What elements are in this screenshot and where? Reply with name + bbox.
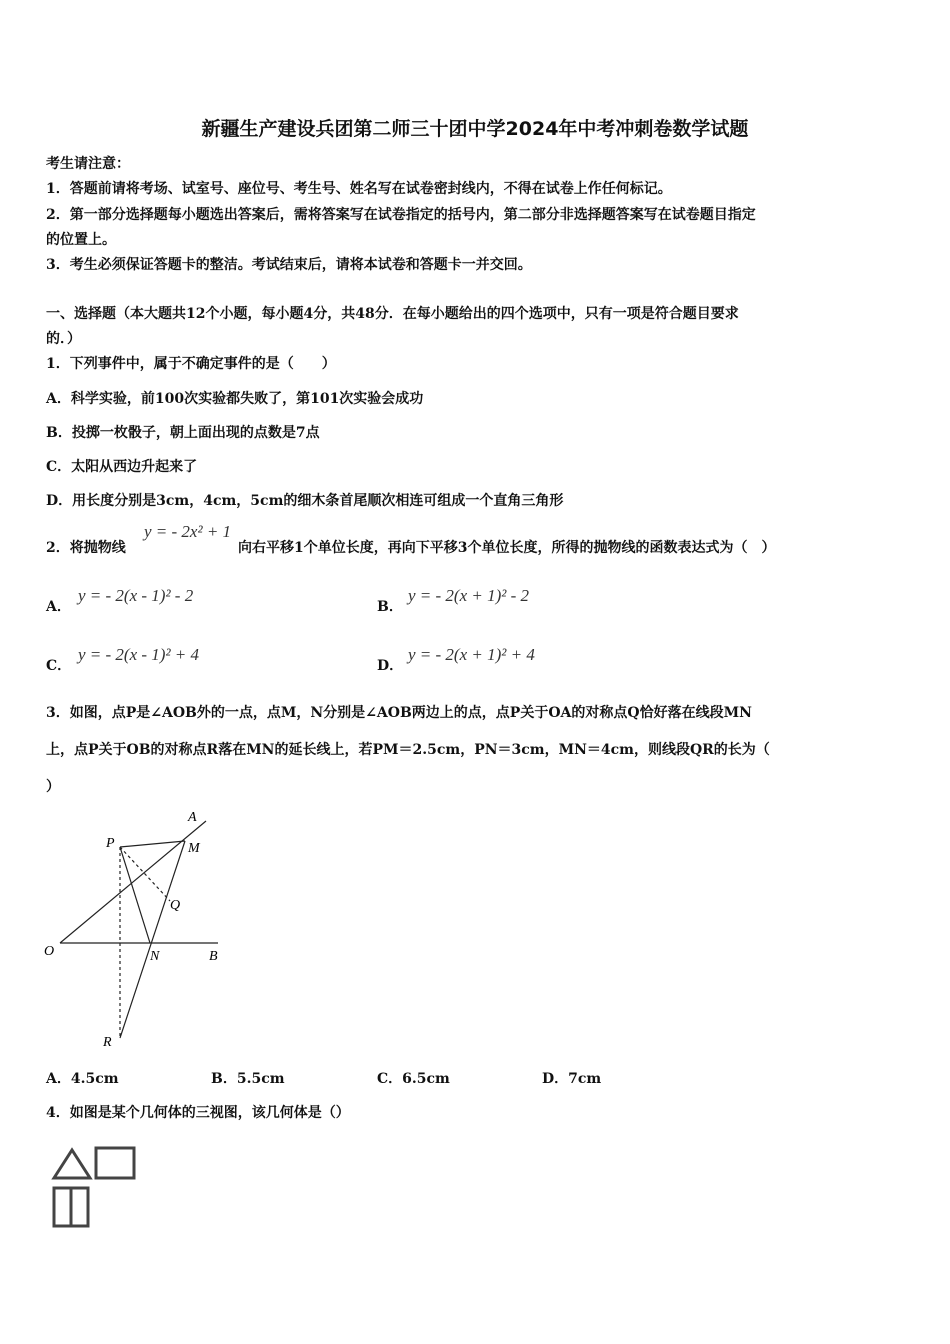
- q2-option-d-label: D．: [377, 658, 404, 674]
- label-a: A: [188, 810, 197, 825]
- q2-prefix: 2．将抛物线: [46, 540, 126, 556]
- segment-pn: [120, 847, 150, 943]
- label-r: R: [103, 1035, 112, 1050]
- notice-heading: 考生请注意：: [46, 156, 130, 172]
- q2-option-a-label: A．: [46, 599, 71, 615]
- q1-option-c: C．太阳从西边升起来了: [46, 459, 198, 475]
- page-title: 新疆生产建设兵团第二师三十团中学2024年中考冲刺卷数学试题: [201, 118, 749, 140]
- ray-oa: [60, 821, 206, 943]
- label-q: Q: [170, 898, 181, 913]
- q3-option-a: A．4.5cm: [46, 1071, 119, 1087]
- label-o: O: [44, 944, 55, 959]
- q2-formula: y = - 2x² + 1: [144, 522, 232, 541]
- label-m: M: [188, 841, 200, 856]
- front-view-triangle: [54, 1150, 90, 1178]
- notice-line-3: 的位置上。: [46, 232, 116, 248]
- q3-line-2: 上，点P关于OB的对称点R落在MN的延长线上，若PM＝2.5cm，PN＝3cm，MN＝4cm，则线段QR的长为（: [46, 742, 770, 758]
- q3-option-c: C．6.5cm: [377, 1071, 450, 1087]
- q2-option-b-expr: y = - 2(x + 1)² - 2: [408, 586, 530, 605]
- q4-three-views-figure: [48, 1140, 144, 1232]
- notice-line-4: 3．考生必须保证答题卡的整洁。考试结束后，请将本试卷和答题卡一并交回。: [46, 257, 532, 273]
- segment-pq-dashed: [120, 847, 170, 901]
- q1-stem: 1．下列事件中，属于不确定事件的是（ ）: [46, 356, 336, 372]
- label-p: P: [106, 836, 115, 851]
- q1-option-a: A．科学实验，前100次实验都失败了，第101次实验会成功: [46, 391, 424, 407]
- q2-option-c-label: C．: [46, 658, 72, 674]
- label-n: N: [150, 949, 160, 964]
- side-view-rectangle: [96, 1148, 134, 1178]
- q2-option-a-expr: y = - 2(x - 1)² - 2: [78, 586, 194, 605]
- q1-option-b: B．投掷一枚骰子，朝上面出现的点数是7点: [46, 425, 320, 441]
- section-heading-line-1: 一、选择题（本大题共12个小题，每小题4分，共48分．在每小题给出的四个选项中，只有一项是符合题目要求: [46, 306, 739, 322]
- q3-option-d: D．7cm: [542, 1071, 602, 1087]
- q3-line-1: 3．如图，点P是∠AOB外的一点，点M，N分别是∠AOB两边上的点，点P关于OA的对称点Q恰好落在线段MN: [46, 705, 752, 721]
- segment-mr: [120, 841, 185, 1038]
- section-heading-line-2: 的．）: [46, 331, 81, 347]
- q1-option-d: D．用长度分别是3cm，4cm，5cm的细木条首尾顺次相连可组成一个直角三角形: [46, 493, 564, 509]
- q2-option-b-label: B．: [377, 599, 403, 615]
- q3-figure: [38, 805, 238, 1055]
- notice-line-1: 1．答题前请将考场、试室号、座位号、考生号、姓名写在试卷密封线内，不得在试卷上作任何标记。: [46, 181, 672, 197]
- notice-line-2: 2．第一部分选择题每小题选出答案后，需将答案写在试卷指定的括号内，第二部分非选择题答案写在试卷题目指定: [46, 207, 756, 223]
- q3-line-3: ）: [46, 779, 60, 795]
- q2-suffix: 向右平移1个单位长度，再向下平移3个单位长度，所得的抛物线的函数表达式为（ ）: [238, 540, 776, 556]
- q4-stem: 4．如图是某个几何体的三视图，该几何体是（）: [46, 1105, 350, 1121]
- label-b: B: [209, 949, 218, 964]
- q3-option-b: B．5.5cm: [211, 1071, 285, 1087]
- q2-option-c-expr: y = - 2(x - 1)² + 4: [78, 645, 200, 664]
- q2-option-d-expr: y = - 2(x + 1)² + 4: [408, 645, 535, 664]
